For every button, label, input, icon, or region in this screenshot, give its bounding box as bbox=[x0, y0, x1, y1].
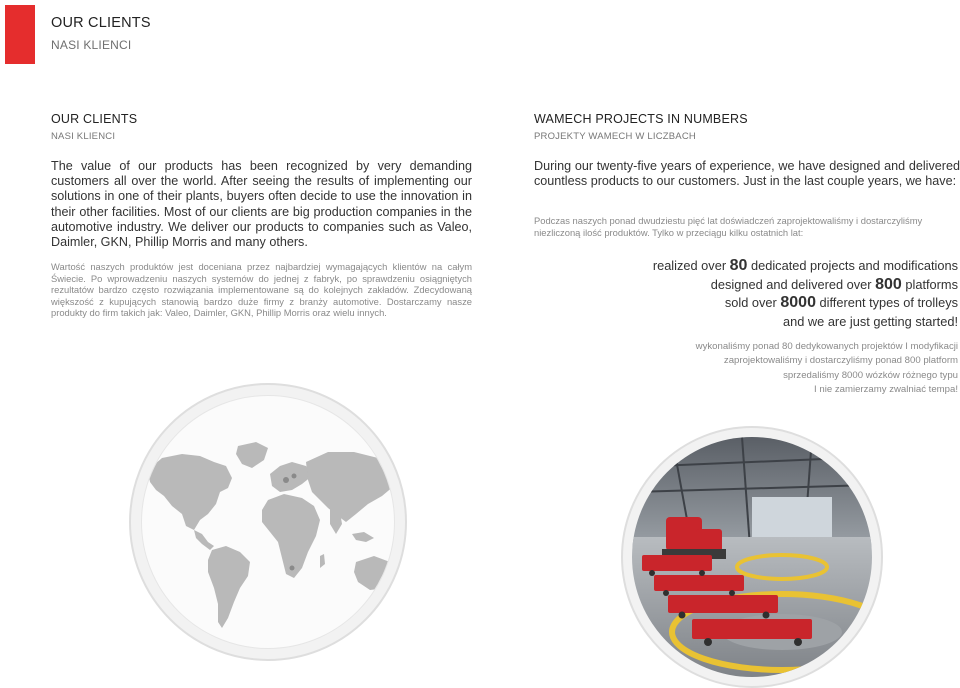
stat-number: 8000 bbox=[780, 294, 816, 311]
factory-photo-frame bbox=[632, 437, 872, 677]
numbers-text-en: During our twenty-five years of experience, we have designed and delivered countless products to our customers. Just in the last couple years, we have: bbox=[534, 159, 960, 189]
accent-bar bbox=[5, 5, 35, 64]
page-header-subtitle: NASI KLIENCI bbox=[51, 38, 132, 52]
stat-line: and we are just getting started! bbox=[783, 313, 958, 329]
world-map-frame bbox=[141, 395, 395, 649]
stat-line: designed and delivered over 800 platforms bbox=[710, 275, 958, 293]
stat-line: realized over 80 dedicated projects and modifications bbox=[652, 257, 958, 274]
stat-line: sold over 8000 different types of trolleys bbox=[724, 294, 958, 311]
continent-greenland bbox=[236, 442, 268, 468]
continent-madagascar bbox=[320, 554, 325, 568]
clients-title: OUR CLIENTS bbox=[51, 112, 138, 126]
stats-list-pl bbox=[538, 340, 958, 397]
numbers-subtitle: PROJEKTY WAMECH W LICZBACH bbox=[534, 131, 696, 142]
client-location-marker bbox=[290, 566, 295, 571]
continent-asia bbox=[306, 452, 394, 522]
client-location-marker bbox=[283, 477, 289, 483]
clients-text-pl: Wartość naszych produktów jest doceniana przez najbardziej wymagających klientów na całym Świecie. Po wprowadzeniu naszych systemów do jednej z fabryk, po sprawdzeniu osiągniętych rezultatów bardzo często rozwiązania implementowane są do kolejnych zakładów. Zdecydowaną większość z kupujących stanowią bardzo duże firmy z branży automotive. Dostarczamy nasze produkty do firm takich jak: Valeo, Daimler, GKN, Phillip Morris oraz wielu innych. bbox=[51, 261, 472, 319]
continent-australia bbox=[354, 556, 394, 590]
factory-equipment-photo bbox=[632, 437, 872, 677]
factory-photo-circle bbox=[621, 426, 883, 688]
stat-number: 80 bbox=[729, 257, 748, 274]
continent-europe bbox=[270, 462, 312, 492]
clients-text-en: The value of our products has been recognized by very demanding customers all over the world. After seeing the results of implementing our solutions in one of their plants, buyers often decide to use the innovation in their other facilities. Most of our clients are big production companies in the automotive industry. We deliver our products to companies such as Valeo, Daimler, GKN, Phillip Morris and many others. bbox=[51, 159, 472, 250]
hall-window bbox=[752, 497, 832, 537]
stat-line-pl: sprzedaliśmy 8000 wózków różnego typu bbox=[783, 369, 958, 381]
continent-south-america bbox=[208, 546, 250, 628]
stat-line-pl: I nie zamierzamy zwalniać tempa! bbox=[814, 383, 958, 395]
stat-line-pl: wykonaliśmy ponad 80 dedykowanych projektów I modyfikacji bbox=[695, 341, 958, 352]
world-map-circle bbox=[129, 383, 407, 661]
client-location-marker bbox=[292, 474, 297, 479]
numbers-title: WAMECH PROJECTS IN NUMBERS bbox=[534, 112, 748, 126]
world-map-icon bbox=[142, 396, 395, 649]
continent-north-america bbox=[148, 454, 232, 530]
page-header-title: OUR CLIENTS bbox=[51, 15, 151, 31]
continent-africa bbox=[262, 494, 320, 578]
continent-indonesia bbox=[352, 532, 374, 542]
stat-line-pl: zaprojektowaliśmy i dostarczyliśmy ponad 800 platform bbox=[723, 355, 958, 367]
stats-list bbox=[538, 257, 958, 331]
numbers-text-pl: Podczas naszych ponad dwudziestu pięć lat doświadczeń zaprojektowaliśmy i dostarczyliśmy niezliczoną ilość produktów. Tylko w przeciągu kilku ostatnich lat: bbox=[534, 215, 923, 238]
clients-subtitle: NASI KLIENCI bbox=[51, 131, 116, 142]
stat-number: 800 bbox=[875, 275, 902, 293]
continent-central-america bbox=[194, 530, 214, 550]
